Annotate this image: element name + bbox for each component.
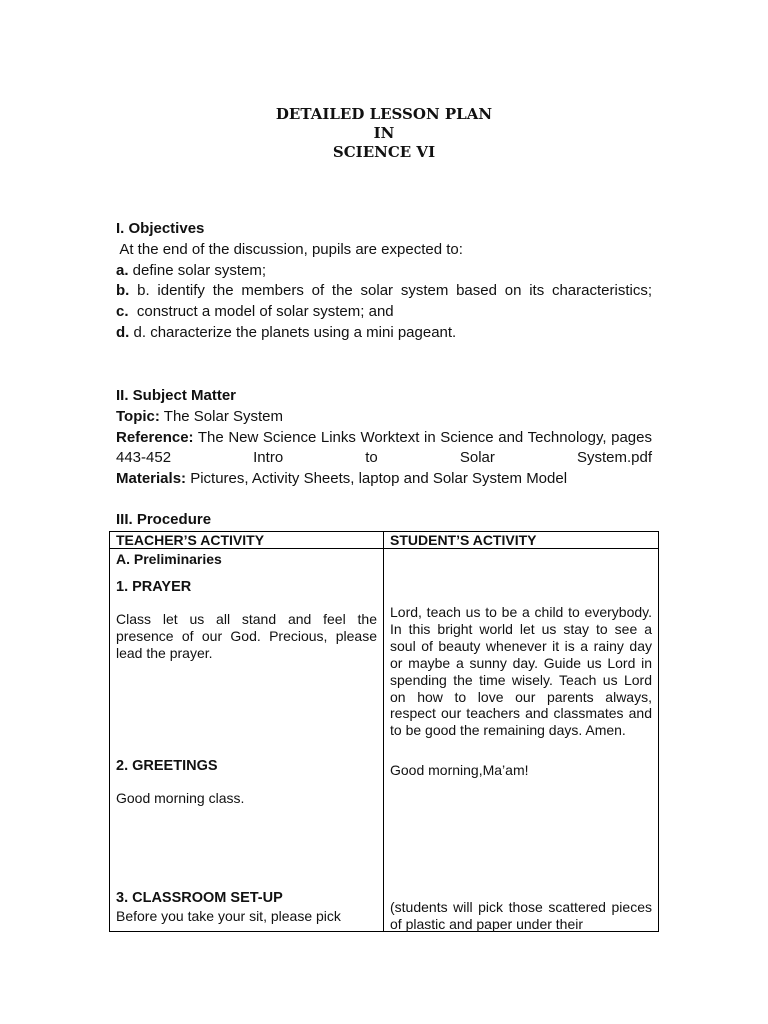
objective-item-b xyxy=(116,281,652,302)
objectives-heading: I. Objectives xyxy=(116,220,205,237)
objectives-section xyxy=(116,219,652,344)
materials-value: Pictures, Activity Sheets, laptop and Solar System Model xyxy=(186,470,568,488)
title-line-2: IN xyxy=(373,124,395,142)
classroom-setup-heading: 3. CLASSROOM SET-UP xyxy=(116,890,283,906)
materials-label: Materials: xyxy=(116,470,187,488)
greetings-heading: 2. GREETINGS xyxy=(116,758,218,774)
procedure-heading: III. Procedure xyxy=(116,511,212,528)
objective-item-c xyxy=(116,302,652,323)
title-line-3: SCIENCE VI xyxy=(332,143,436,161)
prayer-teacher-text: Class let us all stand and feel the presence of our God. Precious, please lead the prayer. xyxy=(116,611,377,661)
objectives-intro: At the end of the discussion, pupils are expected to: xyxy=(116,240,463,258)
preliminaries-heading: A. Preliminaries xyxy=(116,551,222,567)
setup-student-text: (students will pick those scattered pieces of plastic and paper under their xyxy=(390,899,652,932)
objective-text-c: construct a model of solar system; and xyxy=(128,303,394,321)
procedure-table xyxy=(109,531,659,932)
subject-matter-heading: II. Subject Matter xyxy=(116,387,237,404)
objective-text-b: b. identify the members of the solar system based on its characteristics; xyxy=(129,282,652,300)
title-line-1: DETAILED LESSON PLAN xyxy=(275,105,493,123)
subject-matter-section xyxy=(116,386,652,490)
objective-label-d: d. xyxy=(116,323,130,341)
objective-label-c: c. xyxy=(116,303,129,321)
objective-item-a xyxy=(116,261,652,282)
prayer-heading: 1. PRAYER xyxy=(116,579,192,595)
teacher-activity-header: TEACHER’S ACTIVITY xyxy=(110,532,384,549)
setup-teacher-text: Before you take your sit, please pick xyxy=(116,908,341,924)
topic-line xyxy=(116,407,652,428)
table-row xyxy=(110,549,659,932)
table-header-row xyxy=(110,532,659,549)
materials-line xyxy=(116,469,652,490)
greetings-teacher-text: Good morning class. xyxy=(116,790,245,806)
topic-value: The Solar System xyxy=(159,407,283,425)
objective-item-d xyxy=(116,323,652,344)
objective-text-d: d. characterize the planets using a mini pageant. xyxy=(129,323,457,341)
prayer-student-text: Lord, teach us to be a child to everybody. In this bright world let us stay to see a soul of beauty whenever it is a rainy day or maybe a sunny day. Guide us Lord in spending the time wisely. Teach us Lord on how to love our parents always, respect our teachers and classmates and to be good the remaining days. Amen. xyxy=(390,604,652,739)
procedure-section xyxy=(116,510,652,531)
reference-value: The New Science Links Worktext in Science and Technology, pages 443-452 Intro to Solar System.pdf xyxy=(116,428,652,467)
reference-label: Reference: xyxy=(116,428,194,446)
student-activity-cell xyxy=(384,549,659,932)
objective-label-b: b. xyxy=(116,282,130,300)
document-title xyxy=(0,105,768,162)
objective-label-a: a. xyxy=(116,261,129,279)
topic-label: Topic: xyxy=(116,407,160,425)
objective-text-a: define solar system; xyxy=(128,261,267,279)
student-activity-header: STUDENT’S ACTIVITY xyxy=(384,532,659,549)
reference-line xyxy=(116,428,652,470)
teacher-activity-cell xyxy=(110,549,384,932)
greetings-student-text: Good morning,Ma’am! xyxy=(390,762,529,778)
